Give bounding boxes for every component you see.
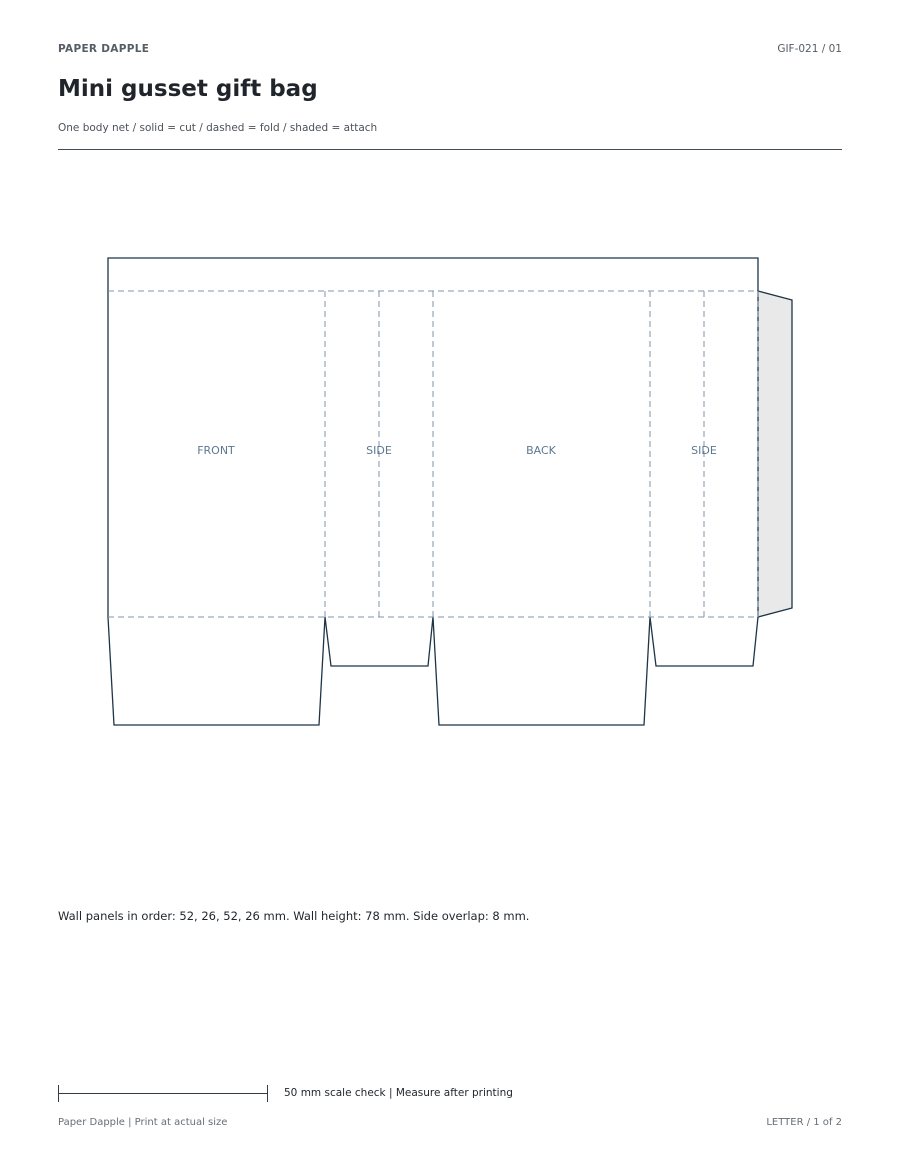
attach-flap xyxy=(758,291,792,617)
document-id: GIF-021 / 01 xyxy=(777,43,842,55)
scale-check-bar xyxy=(58,1085,268,1103)
scale-caption: 50 mm scale check | Measure after printing xyxy=(284,1087,513,1099)
brand-name: PAPER DAPPLE xyxy=(58,43,150,55)
panel-dimensions-note: Wall panels in order: 52, 26, 52, 26 mm. Wall height: 78 mm. Side overlap: 8 mm. xyxy=(58,909,530,923)
scale-line xyxy=(58,1093,268,1094)
page-title: Mini gusset gift bag xyxy=(58,76,318,102)
footer-page-info: LETTER / 1 of 2 xyxy=(766,1117,842,1128)
panel-label-back: BACK xyxy=(526,444,556,457)
scale-tick-right xyxy=(267,1085,268,1102)
panel-label-front: FRONT xyxy=(197,444,235,457)
bottom-flaps-cut xyxy=(108,617,758,725)
panel-label-side-2: SIDE xyxy=(691,444,717,457)
panel-label-side-1: SIDE xyxy=(366,444,392,457)
footer-credit: Paper Dapple | Print at actual size xyxy=(58,1117,228,1128)
page-subtitle: One body net / solid = cut / dashed = fold / shaded = attach xyxy=(58,122,378,134)
